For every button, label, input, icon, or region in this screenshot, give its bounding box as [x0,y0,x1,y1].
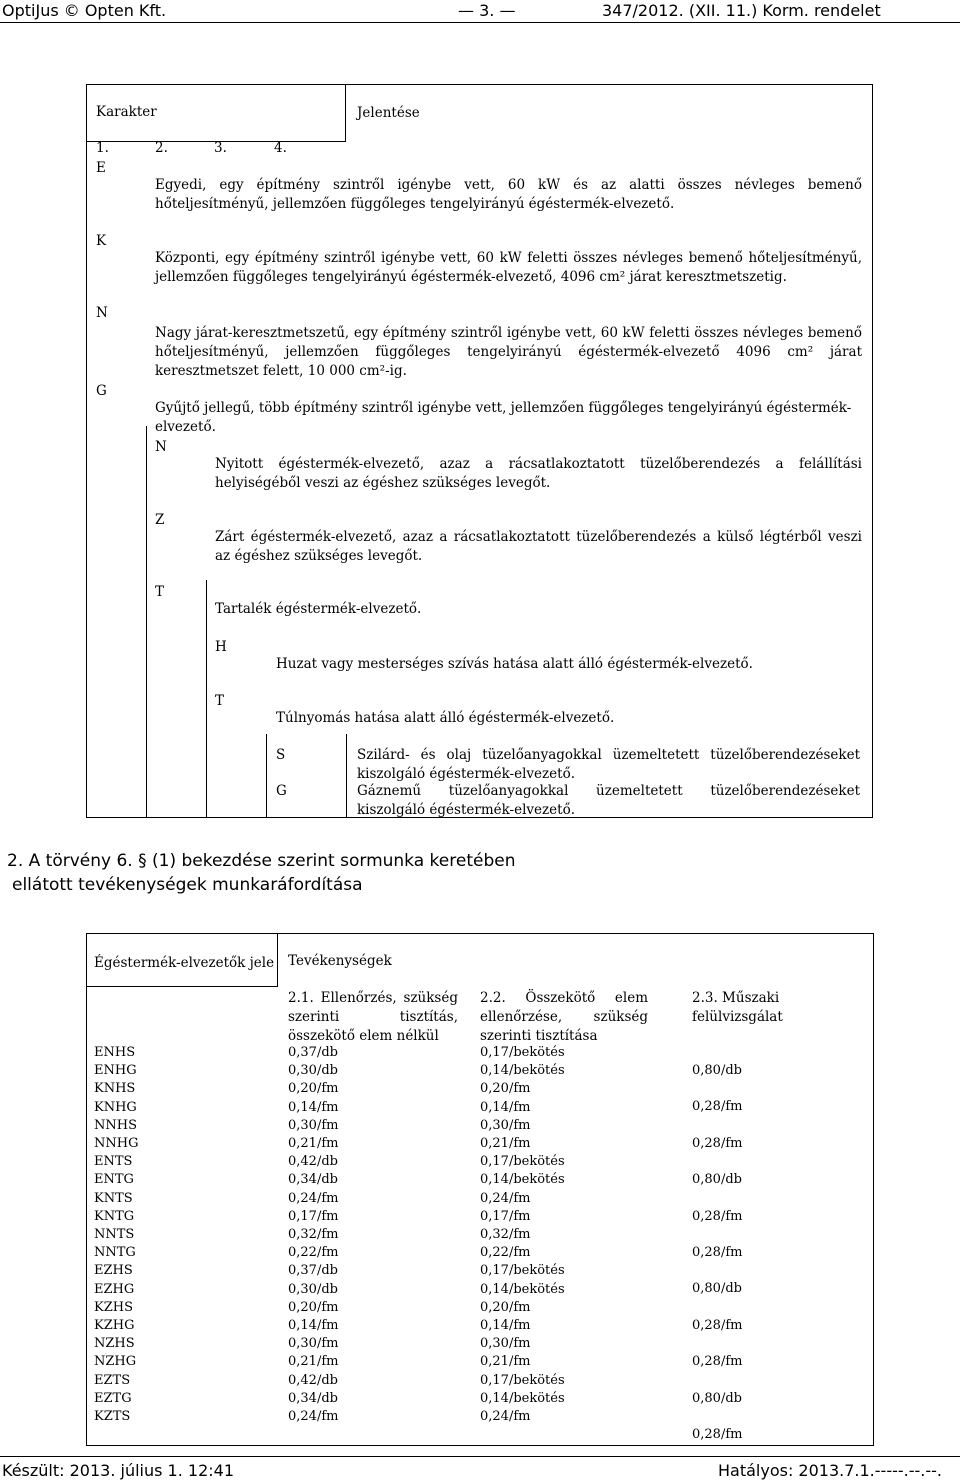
chimney-code: NNTG [94,1245,136,1261]
connector-value: 0,14/bekötés [480,1281,565,1297]
connector-value: 0,14/bekötés [480,1172,565,1188]
chimney-code: NNHG [94,1136,139,1151]
chimney-code: ENTS [94,1154,133,1170]
chimney-code: KNHG [94,1099,137,1115]
check-value: 0,42/db [288,1154,338,1170]
column-number: 4. [274,140,287,156]
inspection-value: 0,28/fm [692,1245,743,1260]
row-code: T [215,693,225,709]
row-meaning: Tartalék égéstermék-elvezető. [215,601,422,617]
row-code: H [215,639,227,655]
table-divider [266,734,267,818]
connector-value: 0,14/fm [480,1318,531,1333]
column-header-karakter: Karakter [96,104,157,120]
column-number: 3. [214,140,227,156]
section-heading-line: 2. A törvény 6. § (1) bekezdése szerint sormunka keretében [7,851,516,871]
inspection-value: 0,28/fm [692,1427,743,1442]
check-value: 0,42/db [288,1372,338,1388]
inspection-value: 0,28/fm [692,1099,743,1115]
row-meaning: Zárt égéstermék-elvezető, azaz a rácsatlakoztatott tüzelőberendezés a külső légtérből veszi az égéshez szükséges levegőt. [215,529,862,564]
row-code: S [276,747,286,763]
table-divider [345,84,346,142]
connector-value: 0,14/bekötés [480,1063,565,1079]
chimney-code: KNHS [94,1081,136,1097]
chimney-code: NNHS [94,1117,137,1133]
chimney-code: KZHG [94,1318,135,1333]
check-value: 0,30/fm [288,1336,339,1352]
connector-value: 0,20/fm [480,1299,531,1315]
section-heading-line: ellátott tevékenységek munkaráfordítása [12,875,363,895]
chimney-code: ENTG [94,1172,134,1188]
inspection-value: 0,28/fm [692,1208,743,1224]
column-header-jelentese: Jelentése [357,105,420,121]
connector-value: 0,17/bekötés [480,1372,565,1388]
inspection-value: 0,80/db [692,1390,742,1406]
chimney-code: NZHS [94,1336,135,1352]
chimney-code: KNTG [94,1208,135,1224]
row-meaning: Szilárd- és olaj tüzelőanyagokkal üzemeltetett tüzelőberendezéseket kiszolgáló égéstermék-elvezető. [357,747,860,782]
row-code: G [96,383,107,399]
chimney-code: EZHS [94,1263,133,1279]
check-value: 0,24/fm [288,1409,339,1424]
connector-value: 0,14/bekötés [480,1390,565,1406]
check-value: 0,14/fm [288,1318,339,1333]
check-value: 0,14/fm [288,1099,339,1115]
section-heading [7,849,515,897]
connector-value: 0,30/fm [480,1336,531,1352]
table-divider [146,426,147,818]
chimney-code: EZHG [94,1281,135,1297]
connector-value: 0,22/fm [480,1245,531,1261]
table-divider [277,933,278,987]
header-page-number: — 3. — [458,1,516,20]
inspection-value: 0,28/fm [692,1354,743,1370]
activity-header-2-1: 2.1. Ellenőrzés, szükség szerinti tisztítás, összekötő elem nélkül [288,990,458,1044]
connector-value: 0,17/fm [480,1208,531,1224]
check-value: 0,20/fm [288,1081,339,1097]
chimney-code: NNTS [94,1227,135,1242]
column-number: 2. [155,140,168,156]
check-value: 0,30/fm [288,1117,339,1133]
check-value: 0,20/fm [288,1299,339,1315]
table-divider [206,580,207,818]
header-publisher: OptiJus © Opten Kft. [2,1,167,20]
activity-header-2-2: 2.2. Összekötő elem ellenőrzése, szükség szerinti tisztítása [480,990,648,1044]
page-header [0,0,960,23]
row-code: Z [155,512,165,528]
row-meaning: Gáznemű tüzelőanyagokkal üzemeltetett tüzelőberendezéseket kiszolgáló égéstermék-elvezető. [357,783,860,818]
connector-value: 0,20/fm [480,1081,531,1097]
inspection-value: 0,80/db [692,1172,742,1188]
connector-value: 0,17/bekötés [480,1154,565,1170]
chimney-code: KNTS [94,1190,133,1206]
connector-value: 0,24/fm [480,1190,531,1206]
check-value: 0,21/fm [288,1354,339,1370]
table-divider [346,734,347,818]
page-footer [0,1456,960,1482]
check-value: 0,34/db [288,1390,338,1406]
row-code: N [155,439,167,455]
chimney-code: ENHS [94,1045,136,1060]
check-value: 0,37/db [288,1263,338,1279]
connector-value: 0,21/fm [480,1136,531,1151]
column-header-jele: Égéstermék-elvezetők jele [94,955,275,971]
footer-effective: Hatályos: 2013.7.1.-----.--.--. [718,1461,942,1480]
column-header-tevekenysegek: Tevékenységek [288,953,392,969]
row-code: T [155,584,165,600]
check-value: 0,17/fm [288,1208,339,1224]
row-code: N [96,305,108,321]
check-value: 0,22/fm [288,1245,339,1261]
connector-value: 0,17/bekötés [480,1045,565,1060]
connector-value: 0,30/fm [480,1117,531,1133]
table-divider [86,986,278,987]
check-value: 0,37/db [288,1045,338,1060]
row-meaning: Huzat vagy mesterséges szívás hatása alatt álló égéstermék-elvezető. [276,656,753,672]
row-code: G [276,783,287,799]
inspection-value: 0,80/db [692,1063,742,1078]
check-value: 0,24/fm [288,1190,339,1206]
inspection-value: 0,28/fm [692,1135,743,1151]
column-number: 1. [96,140,109,156]
check-value: 0,34/db [288,1172,338,1188]
check-value: 0,30/db [288,1281,338,1297]
check-value: 0,21/fm [288,1136,339,1151]
row-meaning: Nyitott égéstermék-elvezető, azaz a rácsatlakoztatott tüzelőberendezés a felállítási helyiségéből veszi az égéshez szükséges levegőt. [215,456,862,491]
header-regulation: 347/2012. (XII. 11.) Korm. rendelet [602,1,881,20]
row-meaning: Túlnyomás hatása alatt álló égéstermék-elvezető. [276,710,615,726]
inspection-value: 0,80/db [692,1281,742,1297]
row-code: E [96,160,106,176]
row-meaning: Nagy járat-keresztmetszetű, egy építmény szintről igénybe vett, 60 kW feletti összes névleges bemenő hőteljesítményű, jellemzően függőleges tengelyirányú égéstermék-elvezető 4096 cm² járat keresztmetszet felett, 10 000 cm²-ig. [155,325,862,379]
row-code: K [96,233,107,249]
activity-header-2-3: 2.3. Műszaki felülvizsgálat [692,990,783,1025]
connector-value: 0,21/fm [480,1354,531,1370]
chimney-code: EZTG [94,1390,132,1406]
connector-value: 0,17/bekötés [480,1263,565,1279]
connector-value: 0,24/fm [480,1409,531,1424]
inspection-value: 0,28/fm [692,1317,743,1333]
chimney-code: NZHG [94,1354,137,1370]
chimney-code: KZHS [94,1299,133,1315]
check-value: 0,30/db [288,1063,338,1079]
connector-value: 0,14/fm [480,1099,531,1115]
footer-created: Készült: 2013. július 1. 12:41 [2,1461,234,1480]
chimney-code: ENHG [94,1063,137,1079]
chimney-code: KZTS [94,1409,131,1424]
chimney-code: EZTS [94,1372,131,1388]
check-value: 0,32/fm [288,1227,339,1242]
row-meaning: Gyűjtő jellegű, több építmény szintről igénybe vett, jellemzően függőleges tengelyirányú égéstermék-elvezető. [155,400,852,435]
connector-value: 0,32/fm [480,1227,531,1242]
row-meaning: Egyedi, egy építmény szintről igénybe vett, 60 kW és az alatti összes névleges bemenő hőteljesítményű, jellemzően függőleges tengelyirányú égéstermék-elvezető. [155,177,862,212]
row-meaning: Központi, egy építmény szintről igénybe vett, 60 kW feletti összes névleges bemenő hőteljesítményű, jellemzően függőleges tengelyirányú égéstermék-elvezető, 4096 cm² járat keresztmetszetig. [155,250,862,285]
